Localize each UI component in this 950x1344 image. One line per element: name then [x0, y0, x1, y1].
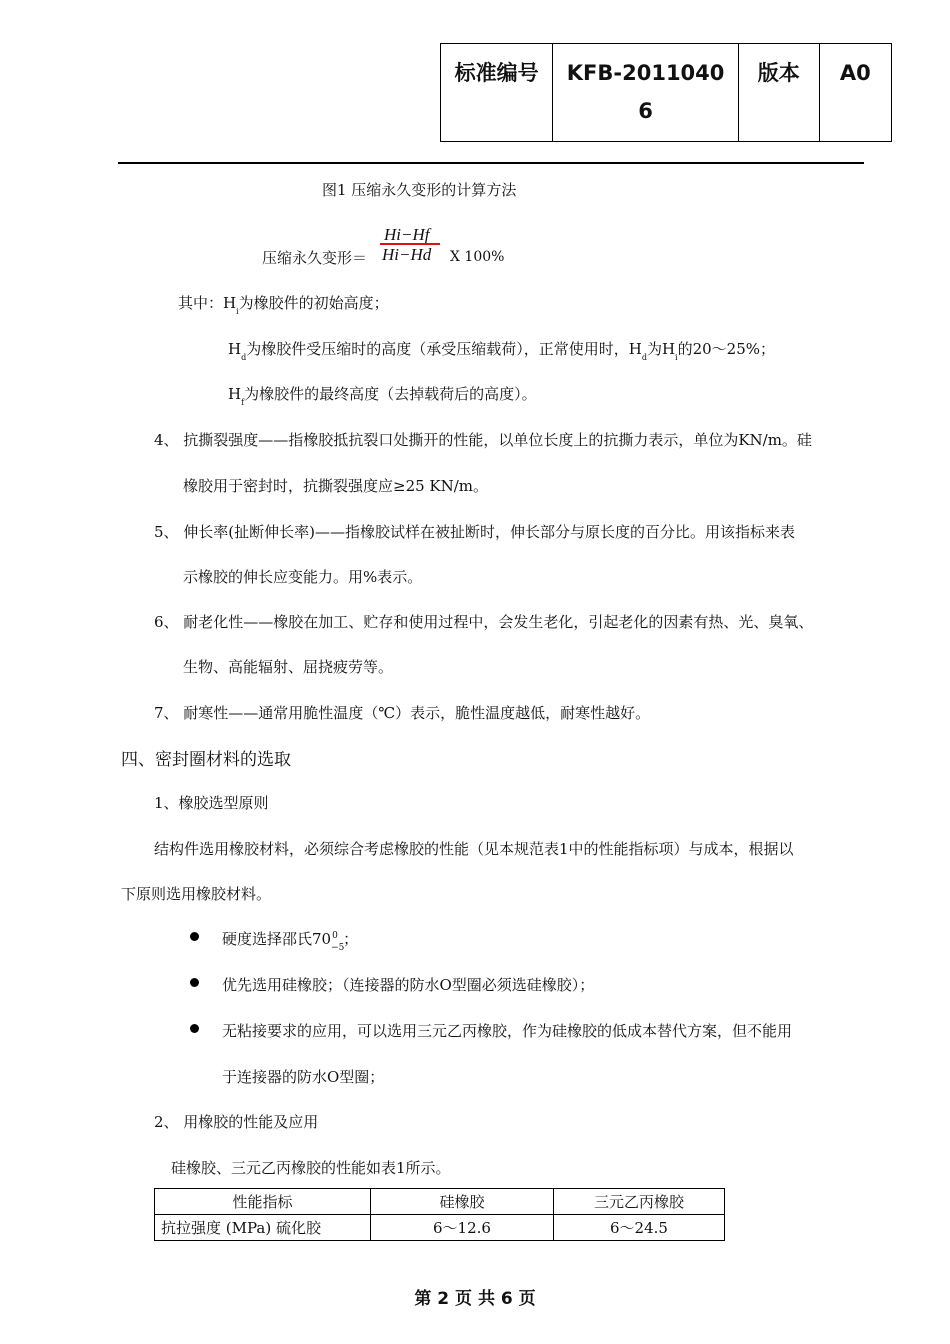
table-row: [155, 1215, 725, 1241]
std-value-text: KFB-20110406: [566, 61, 725, 123]
formula-numerator: Hi−Hf: [384, 225, 430, 244]
bullet-1-text: 硬度选择邵氏70: [222, 930, 332, 948]
hf-subscript: f: [241, 398, 245, 407]
hd-subscript: d: [241, 353, 247, 362]
formula-multiplier: X 100%: [450, 249, 505, 265]
tolerance-upper: 0: [332, 931, 338, 941]
hi-subscript-2: i: [675, 353, 678, 362]
formula-denominator: Hi−Hd: [382, 245, 432, 264]
hd-text: 为橡胶件受压缩时的高度（承受压缩载荷），正常使用时，H: [246, 340, 642, 358]
table-header-cell: 性能指标: [155, 1189, 371, 1215]
item-4-line2: 橡胶用于密封时，抗撕裂强度应≥25 KN/m。: [183, 477, 489, 495]
section-4-para-line2: 下原则选用橡胶材料。: [121, 885, 272, 903]
hf-text: 为橡胶件的最终高度（去掉载荷后的高度）。: [244, 385, 537, 403]
bullet-1: [222, 928, 359, 953]
section-4-sub1: 1、橡胶选型原则: [154, 794, 269, 812]
table-header-cell: 硅橡胶: [371, 1189, 554, 1215]
section-4-title: 四、密封圈材料的选取: [121, 750, 291, 770]
item-5-line2: 示橡胶的伸长应变能力。用%表示。: [183, 568, 423, 586]
where-hd: [228, 338, 776, 362]
std-value: [553, 44, 739, 142]
hd-mid: 为H: [646, 340, 676, 358]
hd-subscript-2: d: [641, 353, 647, 362]
bullet-2-dot: [190, 978, 199, 987]
hf-prefix: H: [228, 385, 242, 403]
formula-lhs: 压缩永久变形＝: [262, 249, 368, 267]
std-label: 标准编号: [441, 44, 553, 142]
table-header-cell: 三元乙丙橡胶: [554, 1189, 725, 1215]
performance-table: [154, 1188, 725, 1241]
page-footer: 第 2 页 共 6 页: [414, 1289, 536, 1309]
item-7-line1: 7、 耐寒性——通常用脆性温度（℃）表示，脆性温度越低，耐寒性越好。: [154, 704, 651, 722]
bullet-3-dot: [190, 1024, 199, 1033]
hd-end: 的20～25%；: [677, 340, 776, 358]
bullet-3-line1: 无粘接要求的应用，可以选用三元乙丙橡胶，作为硅橡胶的低成本替代方案，但不能用: [222, 1022, 793, 1040]
bullet-3-line2: 于连接器的防水O型圈；: [222, 1068, 385, 1086]
table-cell: 抗拉强度 (MPa) 硫化胶: [155, 1215, 371, 1241]
section-4-sub2: 2、 用橡胶的性能及应用: [154, 1113, 319, 1131]
bullet-2: 优先选用硅橡胶；（连接器的防水O型圈必须选硅橡胶）；: [222, 976, 595, 994]
bullet-1-dot: [190, 932, 199, 941]
item-4-line1: 4、 抗撕裂强度——指橡胶抵抗裂口处撕开的性能，以单位长度上的抗撕力表示，单位为KN/m。硅: [154, 431, 812, 449]
table-intro: 硅橡胶、三元乙丙橡胶的性能如表1所示。: [171, 1159, 451, 1177]
table-header-row: [155, 1189, 725, 1215]
figure-caption: 图1 压缩永久变形的计算方法: [322, 181, 517, 199]
item-6-line2: 生物、高能辐射、屈挠疲劳等。: [183, 658, 394, 676]
header-table: [440, 43, 892, 142]
version-value: A0: [819, 44, 891, 142]
section-4-para-line1: 结构件选用橡胶材料，必须综合考虑橡胶的性能（见本规范表1中的性能指标项）与成本，根据以: [154, 840, 794, 858]
version-label: 版本: [738, 44, 819, 142]
item-6-line1: 6、 耐老化性——橡胶在加工、贮存和使用过程中，会发生老化，引起老化的因素有热、光、臭氧、: [154, 613, 814, 631]
hi-text: 为橡胶件的初始高度；: [238, 294, 389, 312]
hd-prefix: H: [228, 340, 242, 358]
where-intro: 其中：H: [178, 294, 237, 312]
tolerance-lower: −5: [331, 943, 345, 953]
header-rule: [118, 162, 864, 164]
where-hf: [228, 383, 537, 407]
where-hi: [178, 292, 389, 316]
hardness-tolerance: [331, 931, 345, 953]
item-5-line1: 5、 伸长率(扯断伸长率)——指橡胶试样在被扯断时，伸长部分与原长度的百分比。用该指标来表: [154, 523, 796, 541]
bullet-1-end: ；: [343, 930, 359, 948]
table-cell: 6～24.5: [554, 1215, 725, 1241]
hi-subscript: i: [236, 307, 239, 316]
table-cell: 6～12.6: [371, 1215, 554, 1241]
